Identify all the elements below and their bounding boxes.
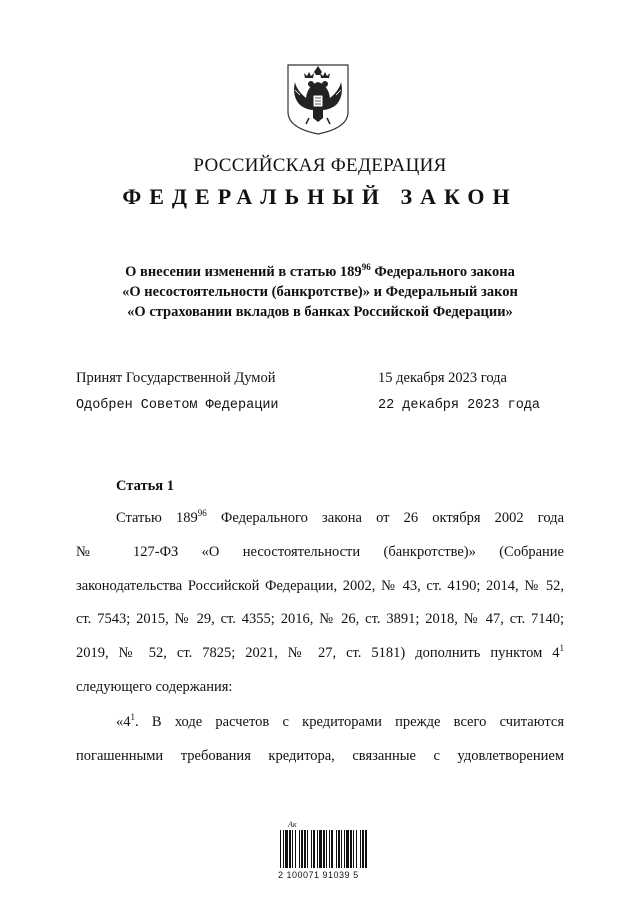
barcode-number: 2 100071 91039 5 [278, 870, 359, 880]
barcode-stripe [311, 830, 312, 868]
law-title [60, 262, 580, 322]
barcode-stripe [295, 830, 296, 868]
law-title-line-1 [60, 262, 580, 282]
barcode-mark: Ак [288, 820, 297, 829]
paragraph-line: ст. 7543; 2015, № 29, ст. 4355; 2016, № 26, ст. 3891; 2018, № 47, ст. 7140; [76, 611, 564, 627]
barcode-stripe [331, 830, 333, 868]
barcode-stripe [326, 830, 327, 868]
law-title-line-3: «О страховании вкладов в банках Российской Федерации» [127, 304, 513, 320]
paragraph-line [116, 714, 564, 734]
barcode-stripe [292, 830, 293, 868]
barcode-stripe [346, 830, 349, 868]
paragraph-line: следующего содержания: [76, 679, 233, 695]
paragraph-text: «4 [116, 714, 131, 730]
paragraph-text: . В ходе расчетов с кредиторами прежде всего считаются [135, 714, 564, 730]
paragraph-line: № 127-ФЗ «О несостоятельности (банкротстве)» (Собрание [76, 544, 564, 560]
barcode-stripe [336, 830, 337, 868]
barcode-stripe [350, 830, 352, 868]
barcode-stripe [280, 830, 281, 868]
barcode-stripe [365, 830, 367, 868]
barcode-stripe [341, 830, 342, 868]
paragraph-text: Статью 189 [116, 510, 198, 526]
barcode-stripe [329, 830, 330, 868]
paragraph-superscript: 1 [130, 712, 135, 722]
barcode-stripe [353, 830, 354, 868]
paragraph-text: 2019, № 52, ст. 7825; 2021, № 27, ст. 5181) дополнить пунктом 4 [76, 645, 560, 661]
law-type-heading: ФЕДЕРАЛЬНЫЙ ЗАКОН [122, 184, 518, 209]
barcode-stripe [356, 830, 357, 868]
law-title-line-1-text-end: Федерального закона [370, 264, 515, 280]
paragraph-line: законодательства Российской Федерации, 2002, № 43, ст. 4190; 2014, № 52, [76, 578, 564, 594]
law-title-superscript: 96 [361, 262, 371, 272]
barcode-stripe [344, 830, 345, 868]
barcode-stripe [304, 830, 306, 868]
barcode-stripe [362, 830, 364, 868]
barcode-stripe [301, 830, 303, 868]
paragraph-text: Федерального закона от 26 октября 2002 года [206, 510, 564, 526]
council-label: Одобрен Советом Федерации [76, 398, 279, 413]
barcode-stripe [299, 830, 300, 868]
barcode-icon [278, 818, 370, 870]
article-heading: Статья 1 [116, 478, 174, 494]
barcode-stripe [307, 830, 308, 868]
barcode-stripe [317, 830, 318, 868]
barcode-stripe [338, 830, 340, 868]
paragraph-line: погашенными требования кредитора, связанные с удовлетворением [76, 748, 564, 764]
coat-of-arms-icon [285, 62, 351, 136]
paragraph-superscript: 96 [197, 508, 207, 518]
duma-label: Принят Государственной Думой [76, 370, 276, 386]
law-title-line-1-text: О внесении изменений в статью 189 [125, 264, 362, 280]
paragraph-superscript: 1 [559, 643, 564, 653]
barcode-stripe [360, 830, 361, 868]
barcode-stripe [319, 830, 322, 868]
law-title-line-2: «О несостоятельности (банкротстве)» и Федеральный закон [122, 284, 518, 300]
barcode-stripe [285, 830, 288, 868]
duma-date: 15 декабря 2023 года [378, 370, 507, 386]
council-date: 22 декабря 2023 года [378, 398, 541, 413]
barcode-stripe [289, 830, 291, 868]
paragraph-line [76, 645, 564, 665]
barcode-stripe [313, 830, 315, 868]
barcode-stripe [283, 830, 284, 868]
country-name: РОССИЙСКАЯ ФЕДЕРАЦИЯ [193, 155, 447, 176]
barcode-stripe [323, 830, 325, 868]
paragraph-line [116, 510, 564, 530]
